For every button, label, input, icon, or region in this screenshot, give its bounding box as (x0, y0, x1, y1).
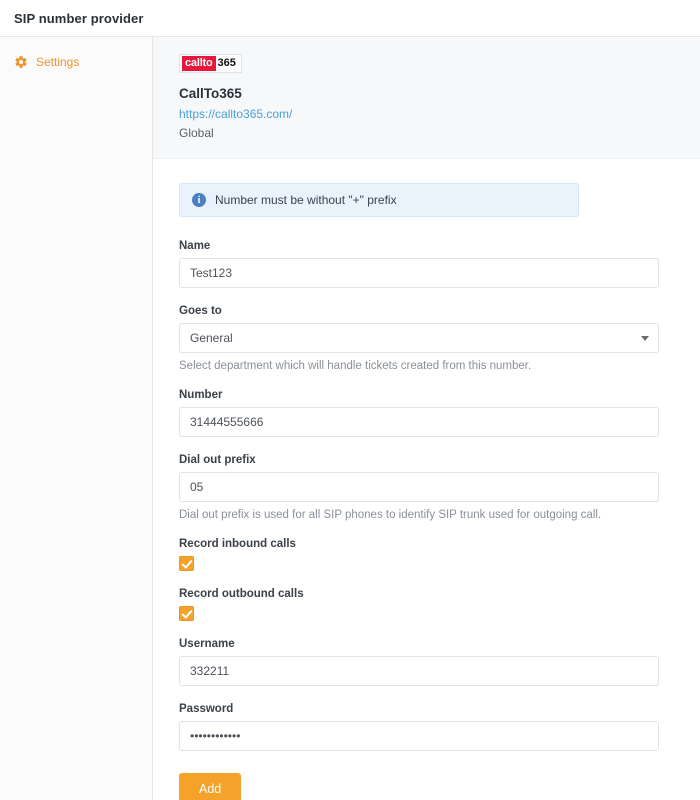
record-outbound-label: Record outbound calls (179, 588, 304, 600)
field-name (179, 240, 676, 288)
page-body (0, 37, 700, 800)
name-label: Name (179, 240, 211, 252)
field-password (179, 703, 676, 751)
dial-out-prefix-help-text: Dial out prefix is used for all SIP phones to identify SIP trunk used for outgoing call. (179, 509, 602, 521)
provider-logo (179, 54, 242, 73)
goes-to-select[interactable] (179, 323, 659, 353)
name-input[interactable] (179, 258, 659, 288)
number-input[interactable] (179, 407, 659, 437)
record-inbound-checkbox[interactable] (179, 556, 194, 571)
username-label: Username (179, 638, 235, 650)
sidebar-item-label: Settings (36, 55, 80, 69)
provider-url-link[interactable]: https://callto365.com/ (179, 107, 293, 121)
info-icon: i (192, 193, 206, 207)
record-inbound-label: Record inbound calls (179, 538, 296, 550)
provider-logo-text-right: 365 (216, 56, 239, 71)
record-outbound-checkbox[interactable] (179, 606, 194, 621)
page-title: SIP number provider (14, 10, 144, 26)
field-record-outbound (179, 588, 676, 621)
field-record-inbound (179, 538, 676, 571)
field-dial-out-prefix (179, 454, 676, 521)
password-input[interactable] (179, 721, 659, 751)
dial-out-prefix-label: Dial out prefix (179, 454, 256, 466)
info-alert (179, 183, 579, 217)
field-number (179, 389, 676, 437)
sidebar-item-settings[interactable] (0, 49, 152, 75)
main-content (153, 37, 700, 800)
sip-number-form (153, 159, 700, 800)
goes-to-label: Goes to (179, 305, 222, 317)
gear-icon (14, 55, 28, 69)
password-label: Password (179, 703, 234, 715)
provider-name: CallTo365 (179, 86, 242, 101)
provider-card (153, 37, 700, 159)
field-username (179, 638, 676, 686)
field-goes-to (179, 305, 676, 372)
info-alert-text: Number must be without "+" prefix (215, 193, 397, 207)
add-button[interactable]: Add (179, 773, 241, 800)
goes-to-help-text: Select department which will handle tickets created from this number. (179, 360, 532, 372)
page-header (0, 0, 700, 37)
dial-out-prefix-input[interactable] (179, 472, 659, 502)
number-label: Number (179, 389, 223, 401)
provider-logo-text-left: callto (182, 56, 216, 71)
provider-region: Global (179, 126, 214, 140)
username-input[interactable] (179, 656, 659, 686)
sidebar (0, 37, 153, 800)
